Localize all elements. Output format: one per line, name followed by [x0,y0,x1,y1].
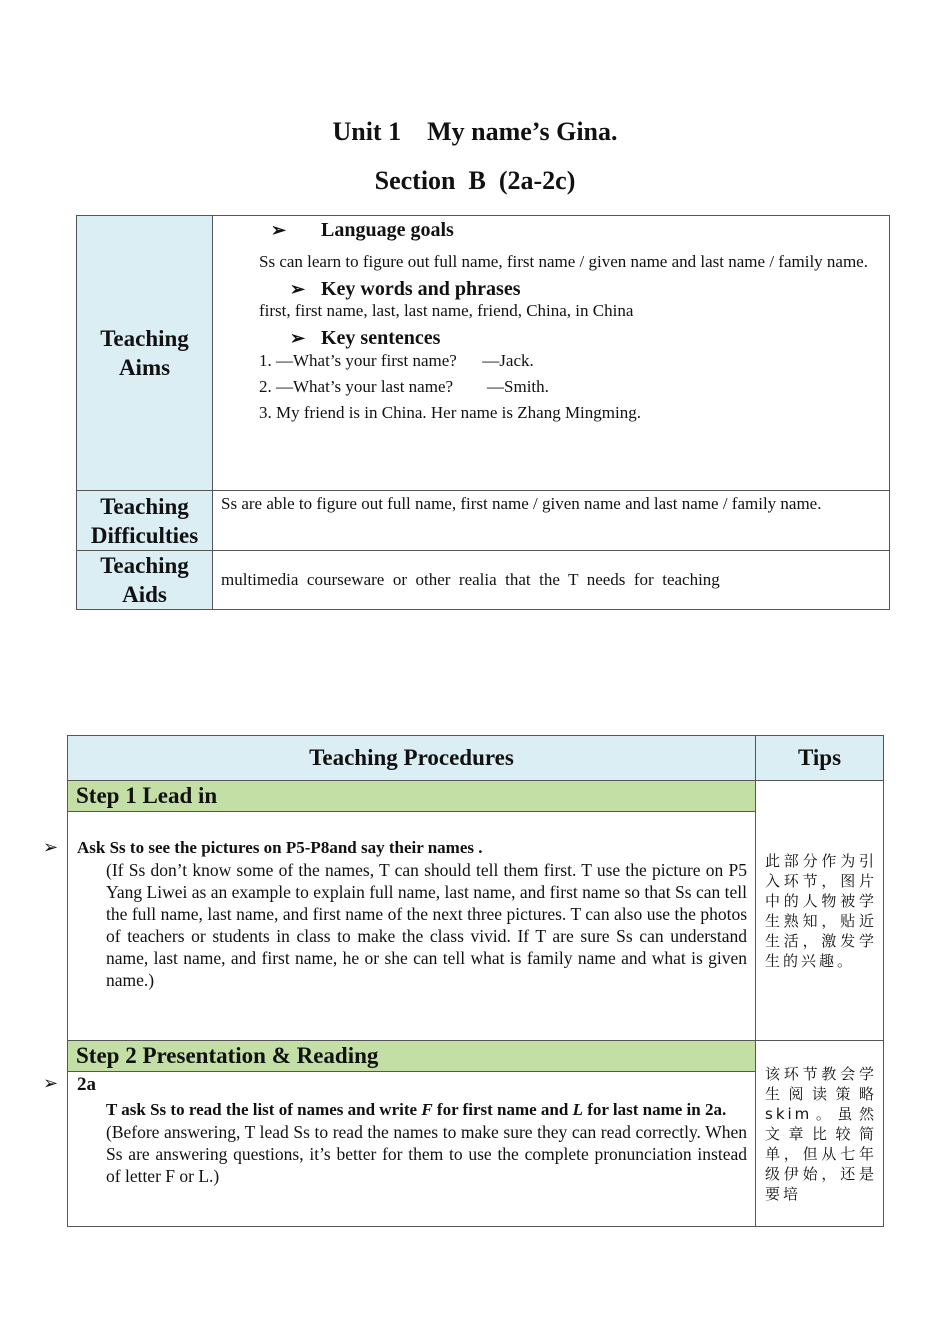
teaching-procedures-table [67,735,884,1227]
step2-sub-label: 2a [77,1074,96,1095]
step2-title: Step 2 Presentation & Reading [68,1041,756,1072]
tips-header: Tips [756,736,884,781]
teaching-difficulties-label: Teaching Difficulties [77,491,213,551]
step1-tip: 此部分作为引入环节，图片中的人物被学生熟知，贴近生活，激发学生的兴趣。 [756,781,884,1041]
procedures-header: Teaching Procedures [68,736,756,781]
arrow-bullet-icon: ➢ [271,220,287,240]
teaching-aids-label: Teaching Aids [77,551,213,610]
teaching-aims-table [76,215,890,610]
step2-content [68,1072,756,1227]
teaching-aids-text: multimedia courseware or other realia that the T needs for teaching [213,551,890,610]
arrow-bullet-icon: ➢ [43,1073,59,1093]
step1-content [68,812,756,1041]
step1-title: Step 1 Lead in [68,781,756,812]
step1-instruction: Ask Ss to see the pictures on P5-P8and say their names . [77,838,483,857]
step2-instruction: T ask Ss to read the list of names and write F for first name and L for last name in 2a. [106,1100,727,1119]
key-words-text: first, first name, last, last name, friend, China, in China [259,301,634,320]
arrow-bullet-icon: ➢ [290,328,306,348]
step1-detail: (If Ss don’t know some of the names, T can should tell them first. T use the picture on P5 Yang Liwei as an example to explain full name, last name, and first name so that Ss can tell the full name, last name, and first name of the next three pictures. T can also use the photos of teachers or students in class to make the class vivid. If T are sure Ss can understand name, last name, and first name, he or she can tell what is family name and what is given name.) [106,860,747,990]
unit-title: Unit 1 My name’s Gina. [332,117,618,146]
language-goals-heading: Language goals [321,219,454,241]
step2-detail: (Before answering, T lead Ss to read the names to make sure they can read correctly. When Ss are answering questions, it’s better for them to use the complete pronunciation instead of letter F or L.) [106,1122,747,1186]
key-sentences-heading: Key sentences [321,327,441,349]
step2-tip: 该环节教会学生阅读策略skim。虽然文章比较简单，但从七年级伊始，还是要培 [756,1041,884,1227]
language-goals-text: Ss can learn to figure out full name, first name / given name and last name / family name. [259,252,868,271]
key-words-heading: Key words and phrases [321,278,521,300]
key-sentence-2: 2. —What’s your last name? —Smith. [259,377,549,396]
arrow-bullet-icon: ➢ [43,837,59,857]
key-sentence-3: 3. My friend is in China. Her name is Zhang Mingming. [259,403,641,422]
arrow-bullet-icon: ➢ [290,279,306,299]
teaching-difficulties-text: Ss are able to figure out full name, first name / given name and last name / family name. [213,491,890,551]
key-sentence-1: 1. —What’s your first name? —Jack. [259,351,534,370]
teaching-aims-content [213,216,890,491]
section-title: Section B (2a-2c) [374,166,576,195]
teaching-aims-label: Teaching Aims [77,216,213,491]
